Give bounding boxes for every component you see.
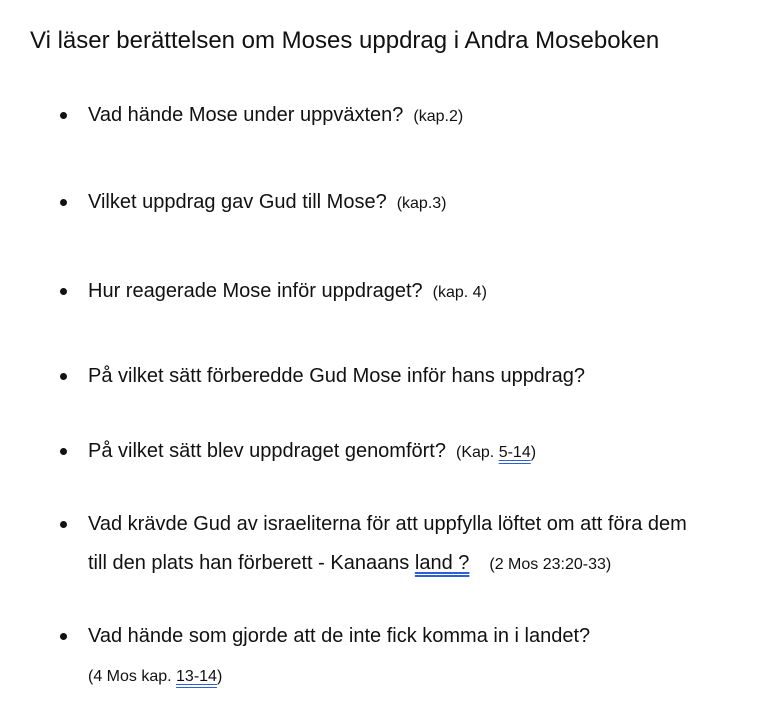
- list-item: [60, 432, 750, 472]
- bullet-icon: [60, 521, 67, 528]
- list-item: [60, 183, 750, 223]
- question-text: På vilket sätt förberedde Gud Mose inför hans uppdrag?: [88, 365, 585, 387]
- list-item: [60, 617, 750, 696]
- bullet-icon: [60, 633, 67, 640]
- bullet-icon: [60, 199, 67, 206]
- bullet-icon: [60, 448, 67, 455]
- spellcheck-underlined-text: land ?: [414, 552, 470, 574]
- bullet-icon: [60, 288, 67, 295]
- bullet-icon: [60, 112, 67, 119]
- chapter-reference: (kap.3): [396, 195, 447, 212]
- spellcheck-underlined-text: 13-14: [176, 668, 217, 685]
- chapter-reference: (2 Mos 23:20-33): [489, 556, 612, 573]
- chapter-reference: (Kap. 5-14): [456, 444, 537, 461]
- list-item: [60, 357, 750, 396]
- question-text: Hur reagerade Mose inför uppdraget?: [88, 280, 423, 302]
- question-text: Vilket uppdrag gav Gud till Mose?: [88, 191, 387, 213]
- list-item: [60, 505, 750, 584]
- list-item: [60, 272, 750, 312]
- bullet-icon: [60, 373, 67, 380]
- question-text: På vilket sätt blev uppdraget genomfört?: [88, 440, 446, 462]
- chapter-reference: (kap.2): [413, 108, 464, 125]
- question-text: Vad hände som gjorde att de inte fick komma in i landet?: [88, 625, 591, 647]
- document-title: Vi läser berättelsen om Moses uppdrag i Andra Moseboken: [30, 27, 660, 54]
- question-text-line1: Vad krävde Gud av israeliterna för att uppfylla löftet om att föra dem: [88, 513, 687, 535]
- question-text-line2: till den plats han förberett - Kanaans: [88, 552, 415, 574]
- chapter-reference: (4 Mos kap. 13-14): [88, 668, 223, 685]
- spellcheck-underlined-text: 5-14: [498, 444, 531, 461]
- question-text: Vad hände Mose under uppväxten?: [88, 104, 404, 126]
- list-item: [60, 96, 750, 136]
- chapter-reference: (kap. 4): [432, 284, 487, 301]
